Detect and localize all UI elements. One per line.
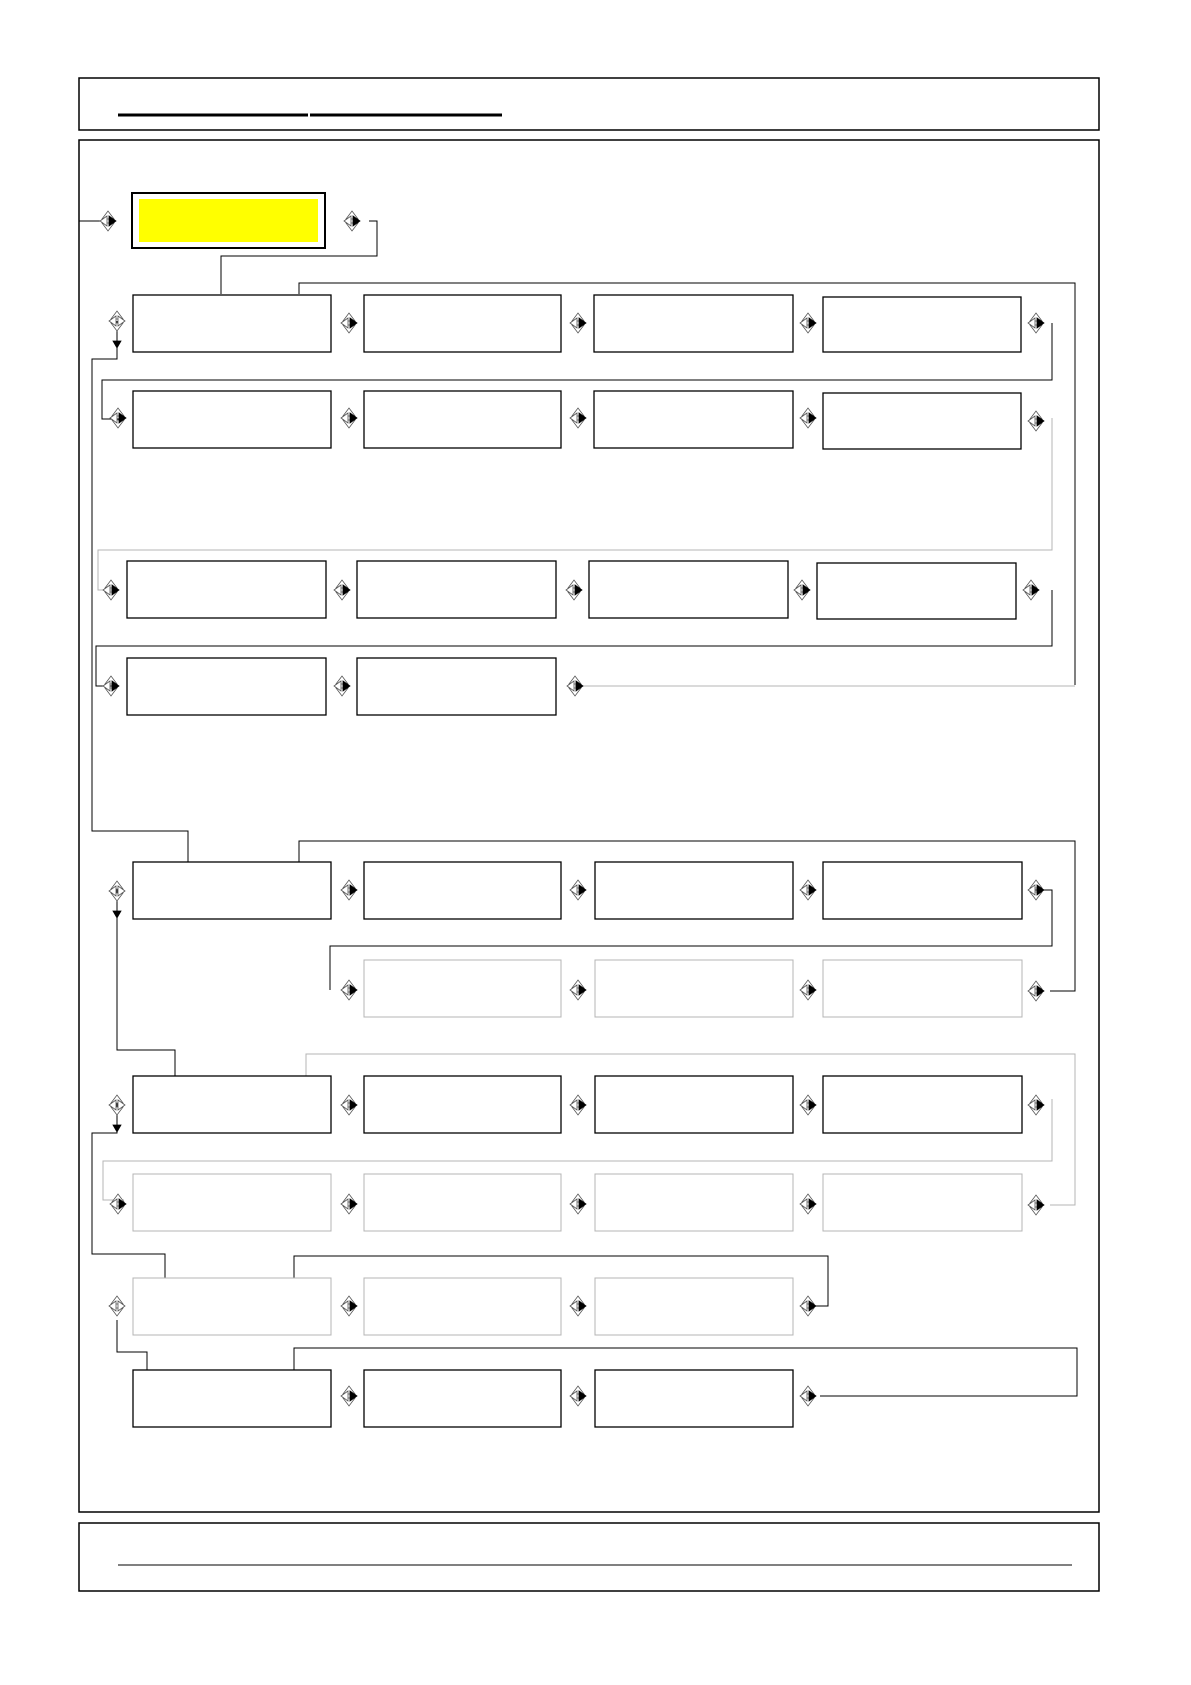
four-way-arrow-icon — [109, 881, 125, 918]
four-way-arrow-icon — [800, 880, 816, 900]
four-way-arrow-icon — [110, 1194, 126, 1214]
four-way-arrow-icon — [570, 1296, 586, 1316]
four-way-arrow-icon — [100, 211, 116, 231]
faded-menu-box — [133, 1174, 331, 1231]
four-way-arrow-icon — [341, 1386, 357, 1406]
four-way-arrow-icon — [570, 408, 586, 428]
down-marker-icon — [113, 911, 121, 918]
menu-box — [127, 561, 326, 618]
menu-box — [823, 393, 1021, 449]
four-way-arrow-icon — [341, 1194, 357, 1214]
menu-box — [133, 1076, 331, 1133]
menu-box — [127, 658, 326, 715]
four-way-arrow-icon — [1028, 1095, 1044, 1115]
four-way-arrow-icon — [341, 980, 357, 1000]
faded-menu-box — [133, 1278, 331, 1335]
menu-box — [594, 295, 793, 352]
menu-box — [595, 1370, 793, 1427]
four-way-arrow-icon — [110, 408, 126, 428]
four-way-arrow-icon — [334, 676, 350, 696]
four-way-arrow-icon — [570, 1194, 586, 1214]
four-way-arrow-icon — [570, 313, 586, 333]
four-way-arrow-icon — [344, 211, 360, 231]
four-way-arrow-icon — [794, 580, 810, 600]
four-way-arrow-icon — [1028, 1195, 1044, 1215]
four-way-arrow-icon — [800, 1095, 816, 1115]
menu-box — [357, 561, 556, 618]
menu-box — [364, 862, 561, 919]
menu-box — [133, 295, 331, 352]
four-way-arrow-icon — [800, 313, 816, 333]
four-way-arrow-icon — [570, 980, 586, 1000]
four-way-arrow-icon — [109, 1296, 125, 1316]
faded-menu-box — [364, 1174, 561, 1231]
four-way-arrow-icon — [570, 1095, 586, 1115]
menu-box — [133, 1370, 331, 1427]
menu-box — [364, 295, 561, 352]
four-way-arrow-icon — [334, 580, 350, 600]
menu-box — [823, 297, 1021, 352]
four-way-arrow-icon — [570, 880, 586, 900]
menu-box — [594, 391, 793, 448]
four-way-arrow-icon — [800, 980, 816, 1000]
four-way-arrow-icon — [1028, 411, 1044, 431]
faded-menu-box — [595, 1174, 793, 1231]
menu-box — [364, 391, 561, 448]
menu-box — [364, 1076, 561, 1133]
four-way-arrow-icon — [800, 1194, 816, 1214]
menu-box — [823, 862, 1022, 919]
four-way-arrow-icon — [341, 880, 357, 900]
faded-menu-box — [823, 960, 1022, 1017]
menu-box — [595, 862, 793, 919]
menu-box — [817, 563, 1016, 619]
four-way-arrow-icon — [341, 1296, 357, 1316]
header-frame — [79, 78, 1099, 130]
faded-menu-box — [823, 1174, 1022, 1231]
four-way-arrow-icon — [341, 408, 357, 428]
four-way-arrow-icon — [800, 1296, 816, 1316]
faded-menu-box — [595, 1278, 793, 1335]
down-marker-icon — [113, 341, 121, 348]
menu-box — [823, 1076, 1022, 1133]
menu-boxes — [127, 193, 1022, 1427]
four-way-arrow-icon — [800, 1386, 816, 1406]
footer-frame — [79, 1523, 1099, 1591]
four-way-arrow-icon — [1023, 580, 1039, 600]
four-way-arrow-icon — [1028, 313, 1044, 333]
four-way-arrow-icon — [109, 1095, 125, 1132]
faded-menu-box — [595, 960, 793, 1017]
four-way-arrow-icon — [341, 1095, 357, 1115]
faded-menu-box — [364, 1278, 561, 1335]
down-marker-icon — [113, 1125, 121, 1132]
menu-box — [364, 1370, 561, 1427]
menu-box — [133, 862, 331, 919]
four-way-arrow-icon — [566, 580, 582, 600]
menu-box — [589, 561, 788, 618]
four-way-arrow-icon — [1028, 981, 1044, 1001]
menu-box — [595, 1076, 793, 1133]
menu-box — [133, 391, 331, 448]
highlight-fill — [139, 199, 318, 242]
four-way-arrow-icon — [341, 313, 357, 333]
four-way-arrow-icon — [800, 408, 816, 428]
menu-box — [357, 658, 556, 715]
four-way-arrow-icon — [109, 311, 125, 348]
four-way-arrow-icon — [570, 1386, 586, 1406]
faded-menu-box — [364, 960, 561, 1017]
